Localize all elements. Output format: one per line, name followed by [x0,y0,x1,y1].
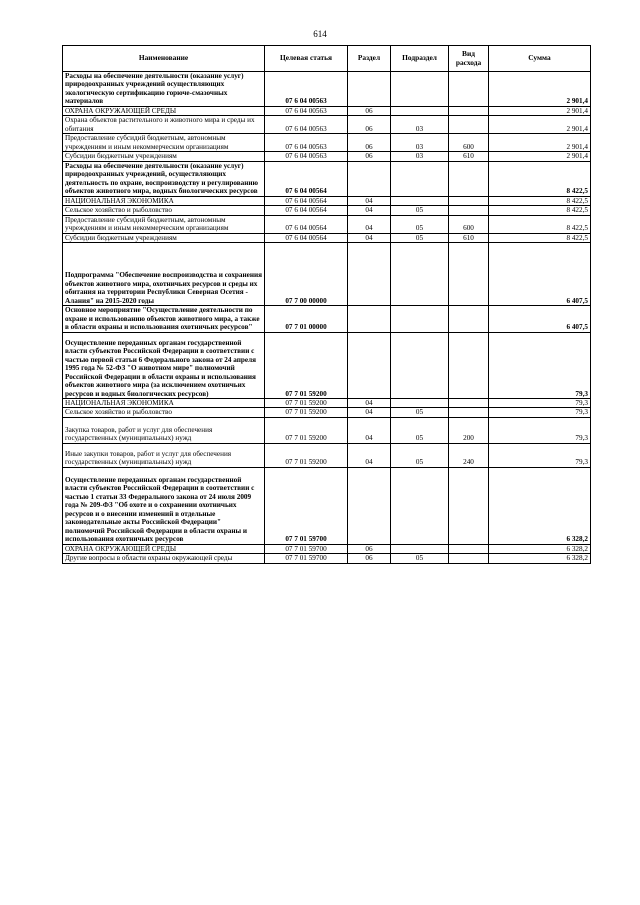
cell-target: 07 6 04 00564 [265,161,348,196]
cell-expense-type [449,116,489,134]
cell-subsection: 05 [391,408,449,417]
cell-section: 06 [348,106,391,115]
cell-target: 07 6 04 00564 [265,196,348,205]
cell-name: Предоставление субсидий бюджетным, автономным учреждениям и иным некоммерческим организациям [63,215,265,233]
table-row [63,467,591,544]
cell-expense-type [449,196,489,205]
cell-target: 07 7 01 59200 [265,443,348,467]
cell-target: 07 7 01 59700 [265,467,348,544]
cell-amount: 8 422,5 [489,206,591,215]
cell-target: 07 7 00 00000 [265,243,348,306]
header-subsection: Подраздел [391,46,449,72]
cell-subsection [391,398,449,407]
cell-expense-type [449,467,489,544]
cell-target: 07 7 01 59700 [265,544,348,553]
cell-amount: 79,3 [489,398,591,407]
cell-name: Сельское хозяйство и рыболовство [63,408,265,417]
cell-target: 07 6 04 00563 [265,134,348,152]
cell-section: 04 [348,417,391,443]
cell-subsection [391,161,449,196]
cell-target: 07 6 04 00564 [265,206,348,215]
table-row [63,134,591,152]
cell-expense-type: 600 [449,134,489,152]
cell-expense-type [449,398,489,407]
cell-amount: 2 901,4 [489,116,591,134]
cell-name: Осуществление переданных органам государственной власти субъектов Российской Федерации в соответствии с частью 1 статьи 33 Федерального закона от 24 июля 2009 года № 209-ФЗ "Об охоте и о сохранении охотничьих ресурсов и о внесении изменений в отдельные законодательные акты Российской Федерации" полномочий Российской Федерации в области охраны и использования охотничьих ресурсов [63,467,265,544]
cell-target: 07 6 04 00563 [265,106,348,115]
cell-amount: 2 901,4 [489,72,591,107]
table-row [63,215,591,233]
cell-subsection: 05 [391,233,449,242]
table-row [63,544,591,553]
cell-section: 04 [348,443,391,467]
table-row [63,306,591,332]
cell-target: 07 7 01 59200 [265,417,348,443]
cell-section: 06 [348,544,391,553]
cell-subsection [391,196,449,205]
cell-subsection: 05 [391,206,449,215]
cell-name: НАЦИОНАЛЬНАЯ ЭКОНОМИКА [63,196,265,205]
table-row [63,408,591,417]
cell-target: 07 7 01 59200 [265,408,348,417]
cell-name: Субсидии бюджетным учреждениям [63,233,265,242]
cell-section [348,243,391,306]
cell-section: 04 [348,206,391,215]
cell-target: 07 7 01 00000 [265,306,348,332]
cell-section [348,467,391,544]
cell-subsection [391,332,449,398]
budget-table [62,45,591,564]
cell-subsection: 05 [391,215,449,233]
table-row [63,106,591,115]
table-row [63,417,591,443]
header-section: Раздел [348,46,391,72]
cell-name: Субсидии бюджетным учреждениям [63,152,265,161]
cell-expense-type: 240 [449,443,489,467]
cell-section: 06 [348,554,391,563]
cell-expense-type [449,332,489,398]
cell-subsection [391,72,449,107]
cell-section: 04 [348,398,391,407]
cell-section: 06 [348,116,391,134]
cell-amount: 2 901,4 [489,134,591,152]
cell-target: 07 6 04 00563 [265,72,348,107]
cell-expense-type [449,544,489,553]
cell-name: Расходы на обеспечение деятельности (оказание услуг) природоохранных учреждений осуществляющих экологическую сертификацию горюче-смазочных материалов [63,72,265,107]
table-row [63,398,591,407]
table-row [63,233,591,242]
header-amount: Сумма [489,46,591,72]
table-row [63,196,591,205]
cell-subsection [391,306,449,332]
cell-expense-type [449,408,489,417]
cell-amount: 6 328,2 [489,467,591,544]
cell-name: Основное мероприятие "Осуществление деятельности по охране и использованию объектов животного мира, а также в области охраны и использования охотничьих ресурсов" [63,306,265,332]
cell-expense-type: 610 [449,233,489,242]
cell-name: Закупка товаров, работ и услуг для обеспечения государственных (муниципальных) нужд [63,417,265,443]
cell-section: 06 [348,134,391,152]
cell-subsection [391,106,449,115]
cell-name: Сельское хозяйство и рыболовство [63,206,265,215]
cell-expense-type [449,243,489,306]
table-row [63,152,591,161]
cell-expense-type: 600 [449,215,489,233]
cell-target: 07 6 04 00563 [265,116,348,134]
cell-name: Охрана объектов растительного и животного мира и среды их обитания [63,116,265,134]
cell-section [348,72,391,107]
cell-amount: 6 328,2 [489,554,591,563]
cell-target: 07 7 01 59700 [265,554,348,563]
cell-name: Осуществление переданных органам государственной власти субъектов Российской Федерации в соответствии с частью первой статьи 6 Федерального закона от 24 апреля 1995 года № 52-ФЗ "О животном мире" полномочий Российской Федерации в области охраны и использования объектов животного мира (за исключением охотничьих ресурсов и водных биологических ресурсов) [63,332,265,398]
table-row [63,116,591,134]
cell-amount: 8 422,5 [489,196,591,205]
cell-section: 04 [348,233,391,242]
table-header-row [63,46,591,72]
table-row [63,161,591,196]
cell-subsection: 03 [391,134,449,152]
cell-name: Подпрограмма "Обеспечение воспроизводства и сохранения объектов животного мира, охотничьих ресурсов и среды их обитания на территории Республики Северная Осетия - Алания" на 2015-2020 годы [63,243,265,306]
cell-amount: 79,3 [489,332,591,398]
cell-subsection: 05 [391,554,449,563]
cell-section [348,306,391,332]
cell-expense-type [449,72,489,107]
table-row [63,554,591,563]
cell-name: Иные закупки товаров, работ и услуг для обеспечения государственных (муниципальных) нужд [63,443,265,467]
cell-name: ОХРАНА ОКРУЖАЮЩЕЙ СРЕДЫ [63,544,265,553]
cell-target: 07 6 04 00563 [265,152,348,161]
table-row [63,206,591,215]
cell-expense-type [449,306,489,332]
page-number: 614 [313,29,327,39]
cell-amount: 6 407,5 [489,306,591,332]
cell-name: Другие вопросы в области охраны окружающей среды [63,554,265,563]
cell-amount: 79,3 [489,417,591,443]
cell-subsection [391,243,449,306]
cell-subsection: 05 [391,417,449,443]
cell-expense-type [449,554,489,563]
cell-name: Расходы на обеспечение деятельности (оказание услуг) природоохранных учреждений, осуществляющих деятельность по охране, воспроизводству и регулированию объектов животного мира, водных биологических ресурсов [63,161,265,196]
cell-section: 06 [348,152,391,161]
cell-amount: 79,3 [489,443,591,467]
table-row [63,443,591,467]
cell-target: 07 6 04 00564 [265,215,348,233]
cell-subsection [391,467,449,544]
cell-section: 04 [348,408,391,417]
cell-target: 07 7 01 59200 [265,398,348,407]
table-row [63,332,591,398]
cell-amount: 6 328,2 [489,544,591,553]
cell-section [348,161,391,196]
cell-subsection: 03 [391,116,449,134]
cell-name: НАЦИОНАЛЬНАЯ ЭКОНОМИКА [63,398,265,407]
cell-subsection [391,544,449,553]
cell-subsection: 03 [391,152,449,161]
cell-section: 04 [348,196,391,205]
cell-section [348,332,391,398]
cell-amount: 2 901,4 [489,106,591,115]
cell-amount: 79,3 [489,408,591,417]
cell-expense-type [449,161,489,196]
header-expense-type: Вид расхода [449,46,489,72]
cell-section: 04 [348,215,391,233]
cell-target: 07 7 01 59200 [265,332,348,398]
cell-amount: 2 901,4 [489,152,591,161]
table-row [63,72,591,107]
cell-expense-type: 610 [449,152,489,161]
cell-expense-type [449,206,489,215]
cell-subsection: 05 [391,443,449,467]
table-row [63,243,591,306]
cell-target: 07 6 04 00564 [265,233,348,242]
cell-expense-type [449,106,489,115]
cell-amount: 6 407,5 [489,243,591,306]
cell-amount: 8 422,5 [489,233,591,242]
cell-name: Предоставление субсидий бюджетным, автономным учреждениям и иным некоммерческим организациям [63,134,265,152]
cell-name: ОХРАНА ОКРУЖАЮЩЕЙ СРЕДЫ [63,106,265,115]
cell-amount: 8 422,5 [489,161,591,196]
cell-expense-type: 200 [449,417,489,443]
cell-amount: 8 422,5 [489,215,591,233]
header-target: Целевая статья [265,46,348,72]
header-name: Наименование [63,46,265,72]
